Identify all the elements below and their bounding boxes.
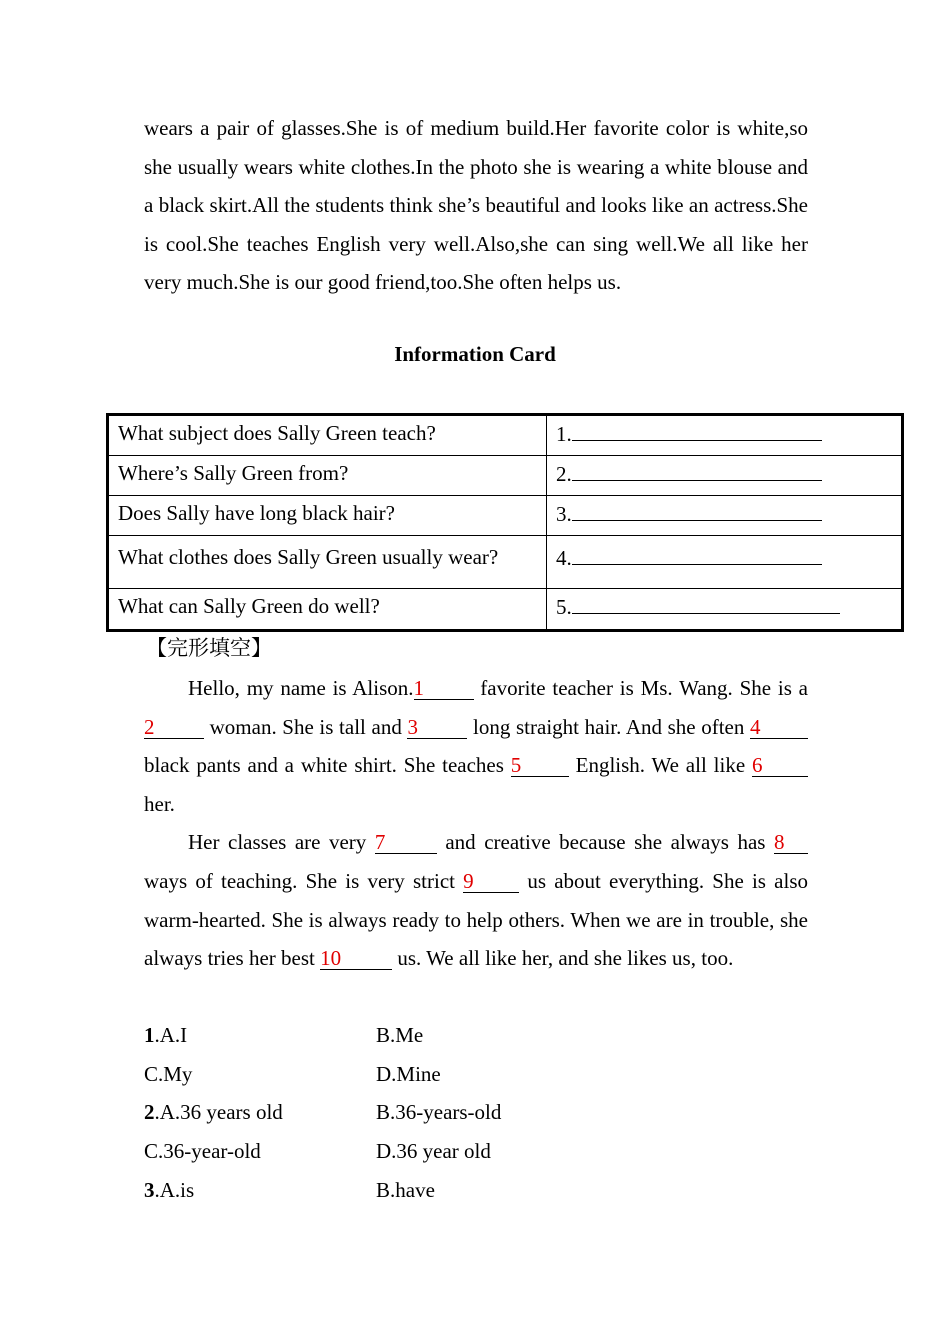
answer-number: 2.	[556, 462, 572, 486]
option-d[interactable]: D.36 year old	[376, 1139, 491, 1164]
option-a[interactable]	[144, 1171, 194, 1210]
question-cell: What subject does Sally Green teach?	[108, 415, 547, 456]
intro-paragraph	[144, 109, 808, 302]
answer-cell[interactable]	[547, 456, 903, 496]
blank-4[interactable]: 4	[750, 716, 808, 739]
cloze-text: long straight hair. And she often	[467, 714, 750, 739]
question-cell: What can Sally Green do well?	[108, 589, 547, 631]
options-list	[144, 1016, 744, 1209]
cloze-text: Her classes are very	[188, 830, 375, 855]
cloze-paragraph-2	[144, 823, 808, 977]
option-row	[144, 1171, 744, 1210]
cloze-text: us about everything. She is also warm-hearted. She is always ready to help others. When we are in trouble, she always tries her best	[144, 868, 808, 971]
table-row	[108, 456, 903, 496]
blank-8[interactable]: 8	[774, 831, 808, 854]
option-b[interactable]: B.have	[376, 1177, 435, 1202]
option-row	[144, 1055, 744, 1094]
answer-line[interactable]	[572, 542, 822, 565]
cloze-text: and creative because she always has	[436, 830, 774, 855]
option-a[interactable]	[144, 1016, 187, 1055]
information-card-table	[106, 413, 904, 632]
cloze-passage	[144, 669, 808, 978]
option-c[interactable]	[144, 1132, 261, 1171]
cloze-text: ways of teaching. She is very strict	[144, 868, 464, 893]
answer-cell[interactable]	[547, 536, 903, 589]
cloze-text: favorite teacher is Ms. Wang. She is a	[473, 676, 809, 700]
question-number: 1	[144, 1023, 155, 1047]
answer-number: 4.	[556, 546, 572, 570]
blank-3[interactable]: 3	[407, 716, 467, 739]
option-c-text: C.My	[144, 1061, 193, 1086]
answer-line[interactable]	[572, 418, 822, 441]
table-row	[108, 496, 903, 536]
blank-2[interactable]: 2	[144, 716, 204, 739]
card-title: Information Card	[394, 342, 556, 366]
blank-7[interactable]: 7	[375, 831, 437, 854]
answer-cell[interactable]	[547, 589, 903, 631]
option-row	[144, 1132, 744, 1171]
blank-6[interactable]: 6	[752, 754, 808, 777]
question-cell: What clothes does Sally Green usually wear?	[108, 536, 547, 589]
cloze-text: black pants and a white shirt. She teaches	[144, 753, 511, 778]
option-a-text: .A.I	[154, 1023, 188, 1047]
cloze-paragraph-1	[144, 669, 808, 823]
blank-5[interactable]: 5	[511, 754, 569, 777]
option-c-text: C.36-year-old	[144, 1139, 261, 1164]
question-cell: Does Sally have long black hair?	[108, 496, 547, 536]
cloze-text: her.	[144, 791, 175, 816]
answer-number: 5.	[556, 595, 572, 619]
cloze-text: us. We all like her, and she likes us, too.	[392, 946, 734, 971]
option-b[interactable]: B.Me	[376, 1023, 424, 1047]
option-c[interactable]	[144, 1055, 192, 1094]
cloze-text: woman. She is tall and	[204, 714, 408, 739]
cloze-text: English. We all like	[568, 753, 752, 778]
question-cell: Where’s Sally Green from?	[108, 456, 547, 496]
option-a-text: .A.36 years old	[154, 1100, 283, 1125]
question-number: 2	[144, 1100, 155, 1125]
answer-cell[interactable]	[547, 415, 903, 456]
cloze-text: Hello, my name is Alison.	[188, 676, 414, 700]
answer-cell[interactable]	[547, 496, 903, 536]
table-row	[108, 536, 903, 589]
option-a[interactable]	[144, 1093, 283, 1132]
option-b[interactable]: B.36-years-old	[376, 1100, 502, 1125]
option-row	[144, 1093, 744, 1132]
table-row	[108, 415, 903, 456]
answer-number: 1.	[556, 422, 572, 446]
table-row	[108, 589, 903, 631]
answer-number: 3.	[556, 502, 572, 526]
intro-text: wears a pair of glasses.She is of medium build.Her favorite color is white,so she usually wears white clothes.In the photo she is wearing a white blouse and a black skirt.All the students think she’s beautiful and looks like an actress.She is cool.She teaches English very well.Also,she can sing well.We all like her very much.She is our good friend,too.She often helps us.	[144, 116, 808, 295]
answer-line[interactable]	[572, 591, 840, 614]
section-heading: 【完形填空】	[146, 636, 272, 660]
blank-1[interactable]: 1	[414, 677, 474, 700]
question-number: 3	[144, 1177, 155, 1202]
option-a-text: .A.is	[154, 1177, 195, 1202]
answer-line[interactable]	[572, 458, 822, 481]
blank-10[interactable]: 10	[320, 947, 392, 970]
blank-9[interactable]: 9	[463, 870, 519, 893]
answer-line[interactable]	[572, 498, 822, 521]
option-d[interactable]: D.Mine	[376, 1061, 441, 1086]
option-row	[144, 1016, 744, 1055]
